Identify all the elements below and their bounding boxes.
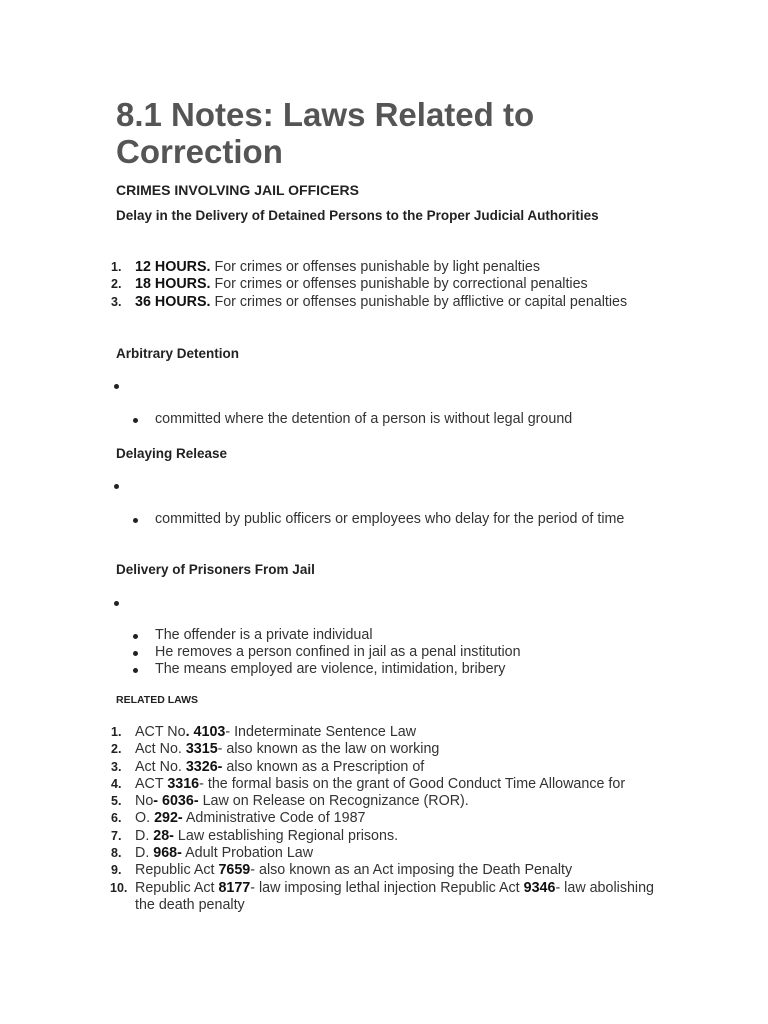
law-prefix: D. bbox=[135, 845, 154, 862]
law-prefix: D. bbox=[135, 827, 154, 844]
item-text: For crimes or offenses punishable by light penalties bbox=[210, 259, 541, 275]
item-text: For crimes or offenses punishable by afflictive or capital penalties bbox=[210, 293, 628, 310]
list-number: 5. bbox=[111, 794, 122, 809]
law-prefix: ACT No bbox=[135, 724, 186, 740]
law-prefix: No bbox=[135, 793, 154, 810]
subsection-heading-delay-delivery: Delay in the Delivery of Detained Persons to the Proper Judicial Authorities bbox=[116, 208, 599, 223]
delivery-prisoners-list bbox=[155, 627, 655, 679]
law-item bbox=[111, 724, 655, 741]
empty-bullet bbox=[114, 484, 119, 489]
list-item: The means employed are violence, intimidation, bribery bbox=[155, 661, 655, 678]
law-item bbox=[111, 758, 655, 776]
law-number: . 4103 bbox=[185, 724, 226, 740]
law-number: 3326- bbox=[185, 758, 223, 775]
item-label: 18 HOURS. bbox=[135, 276, 211, 293]
list-number: 1. bbox=[111, 260, 122, 274]
list-item bbox=[111, 259, 655, 276]
list-number: 3. bbox=[111, 294, 122, 309]
law-description: - Indeterminate Sentence Law bbox=[225, 724, 417, 740]
list-number: 4. bbox=[111, 776, 122, 791]
list-item: committed where the detention of a person is without legal ground bbox=[155, 411, 655, 428]
law-description: Law on Release on Recognizance (ROR). bbox=[198, 793, 469, 810]
law-item bbox=[111, 845, 655, 862]
list-number: 8. bbox=[111, 846, 122, 861]
list-number: 6. bbox=[111, 811, 122, 826]
related-laws-list bbox=[110, 724, 655, 914]
list-number: 3. bbox=[111, 759, 122, 774]
law-number: 3316 bbox=[167, 775, 200, 792]
law-item bbox=[111, 827, 655, 845]
item-label: 36 HOURS. bbox=[135, 293, 211, 310]
list-number: 1. bbox=[111, 725, 122, 739]
list-number: 2. bbox=[111, 277, 122, 292]
law-prefix: O. bbox=[135, 810, 155, 827]
law-prefix: ACT bbox=[135, 775, 168, 792]
law-description: - also known as the law on working bbox=[217, 741, 440, 758]
delaying-release-list bbox=[155, 511, 645, 528]
list-number: 10. bbox=[110, 880, 128, 895]
law-item bbox=[111, 741, 655, 758]
law-number: 28- bbox=[153, 827, 174, 844]
law-item bbox=[111, 810, 655, 827]
law-description: also known as a Prescription of bbox=[222, 758, 425, 775]
law-number: - 6036- bbox=[153, 793, 199, 810]
law-number: 8177 bbox=[218, 879, 251, 896]
list-item: He removes a person confined in jail as a penal institution bbox=[155, 644, 655, 661]
law-item bbox=[110, 879, 655, 915]
law-prefix: Republic Act bbox=[135, 862, 219, 879]
law-description: - law abolishing the death penalty bbox=[135, 879, 654, 913]
hours-list bbox=[111, 259, 655, 311]
item-text: For crimes or offenses punishable by correctional penalties bbox=[210, 276, 588, 293]
list-item bbox=[111, 276, 655, 293]
law-item bbox=[111, 862, 655, 879]
law-prefix: Republic Act bbox=[135, 879, 219, 896]
law-description: - also known as an Act imposing the Death Penalty bbox=[250, 862, 573, 879]
arbitrary-detention-list bbox=[155, 411, 655, 428]
empty-bullet bbox=[114, 384, 119, 389]
law-number: 292- bbox=[154, 810, 183, 827]
subsection-heading-arbitrary-detention: Arbitrary Detention bbox=[116, 346, 240, 361]
item-label: 12 HOURS. bbox=[135, 259, 211, 275]
law-description: - law imposing lethal injection Republic Act bbox=[250, 879, 524, 896]
list-number: 7. bbox=[111, 828, 122, 843]
list-item: committed by public officers or employees who delay for the period of time bbox=[155, 511, 645, 528]
law-prefix: Act No. bbox=[135, 758, 186, 775]
law-prefix: Act No. bbox=[135, 741, 186, 758]
law-item bbox=[111, 775, 655, 793]
related-laws-heading: RELATED LAWS bbox=[116, 694, 199, 706]
list-number: 2. bbox=[111, 742, 122, 757]
list-item bbox=[111, 293, 655, 311]
law-description: - the formal basis on the grant of Good Conduct Time Allowance for bbox=[199, 775, 626, 792]
empty-bullet bbox=[114, 601, 119, 606]
law-description: Administrative Code of 1987 bbox=[182, 810, 366, 827]
section-heading: CRIMES INVOLVING JAIL OFFICERS bbox=[116, 182, 359, 198]
law-number: 7659 bbox=[218, 862, 251, 879]
page-title: 8.1 Notes: Laws Related to Correction bbox=[116, 96, 535, 170]
law-description: Law establishing Regional prisons. bbox=[173, 827, 399, 844]
law-number: 3315 bbox=[185, 741, 218, 758]
law-number: 9346 bbox=[523, 879, 556, 896]
list-item: The offender is a private individual bbox=[155, 627, 655, 644]
law-description: Adult Probation Law bbox=[181, 845, 314, 862]
list-number: 9. bbox=[111, 863, 122, 878]
law-item bbox=[111, 793, 655, 810]
subsection-heading-delaying-release: Delaying Release bbox=[116, 446, 228, 461]
subsection-heading-delivery-prisoners: Delivery of Prisoners From Jail bbox=[116, 562, 315, 577]
law-number: 968- bbox=[153, 845, 182, 862]
